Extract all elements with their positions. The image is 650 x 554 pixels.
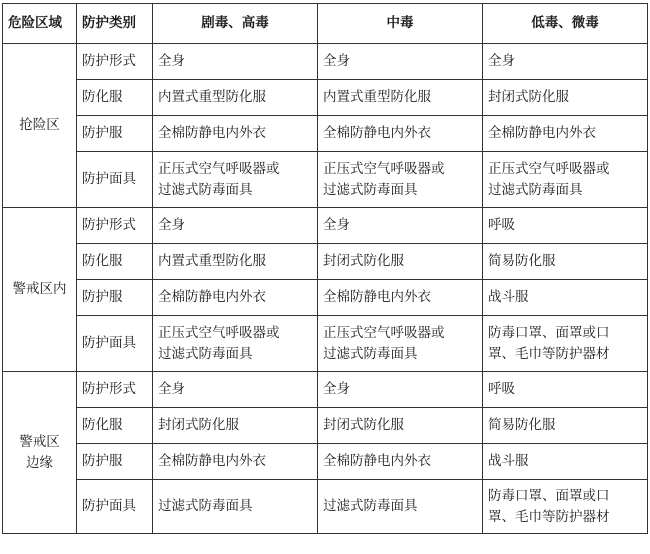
- category-cell: 防护形式: [77, 208, 153, 244]
- cell-text: 全身: [323, 381, 350, 397]
- medium-toxicity-cell: [318, 80, 483, 116]
- cell-text: 正压式空气呼吸器或: [158, 160, 280, 177]
- cell-text: 防毒口罩、面罩或口: [488, 487, 610, 504]
- medium-toxicity-cell: [318, 152, 483, 208]
- zone-cell: [3, 372, 77, 534]
- category-cell: 防化服: [77, 244, 153, 280]
- protection-table: [2, 3, 648, 534]
- zone-cell: [3, 208, 77, 372]
- cell-text: 全身: [158, 381, 185, 397]
- header-zone: 危险区域: [3, 4, 77, 44]
- low-toxicity-cell: [483, 208, 648, 244]
- high-toxicity-cell: [153, 44, 318, 80]
- cell-text: 封闭式防化服: [323, 417, 404, 433]
- cell-text: 正压式空气呼吸器或: [158, 324, 280, 341]
- cell-text: 呼吸: [488, 217, 515, 233]
- high-toxicity-cell: [153, 152, 318, 208]
- high-toxicity-cell: [153, 244, 318, 280]
- table-row: [3, 444, 648, 480]
- low-toxicity-cell: [483, 80, 648, 116]
- category-cell: 防护服: [77, 280, 153, 316]
- header-low-toxicity: 低毒、微毒: [483, 4, 648, 44]
- low-toxicity-cell: [483, 280, 648, 316]
- cell-text: 简易防化服: [488, 253, 556, 269]
- medium-toxicity-cell: [318, 408, 483, 444]
- high-toxicity-cell: [153, 480, 318, 534]
- cell-text: 封闭式防化服: [323, 253, 404, 269]
- cell-text: 内置式重型防化服: [158, 89, 266, 105]
- table-row: [3, 244, 648, 280]
- cell-text: 过滤式防毒面具: [323, 345, 418, 362]
- category-cell: 防护形式: [77, 44, 153, 80]
- cell-text: 过滤式防毒面具: [158, 345, 253, 362]
- cell-text: 过滤式防毒面具: [488, 181, 583, 198]
- medium-toxicity-cell: [318, 444, 483, 480]
- table-row: [3, 408, 648, 444]
- medium-toxicity-cell: [318, 372, 483, 408]
- high-toxicity-cell: [153, 208, 318, 244]
- low-toxicity-cell: [483, 408, 648, 444]
- high-toxicity-cell: [153, 316, 318, 372]
- cell-text: 全棉防静电内外衣: [323, 453, 431, 469]
- low-toxicity-cell: [483, 116, 648, 152]
- cell-text: 呼吸: [488, 381, 515, 397]
- low-toxicity-cell: [483, 152, 648, 208]
- cell-text: 封闭式防化服: [488, 89, 569, 105]
- header-high-toxicity: 剧毒、高毒: [153, 4, 318, 44]
- cell-text: 全棉防静电内外衣: [158, 289, 266, 305]
- cell-text: 过滤式防毒面具: [158, 181, 253, 198]
- zone-label: 抢险区: [19, 117, 60, 133]
- category-cell: 防护服: [77, 116, 153, 152]
- zone-label: 警戒区内: [12, 281, 67, 297]
- cell-text: 过滤式防毒面具: [158, 498, 253, 514]
- low-toxicity-cell: [483, 444, 648, 480]
- table-header: [3, 4, 648, 44]
- medium-toxicity-cell: [318, 480, 483, 534]
- cell-text: 罩、毛巾等防护器材: [488, 508, 610, 525]
- category-cell: 防化服: [77, 408, 153, 444]
- table-body: [3, 44, 648, 534]
- table-row: [3, 116, 648, 152]
- table-row: [3, 44, 648, 80]
- category-cell: 防护面具: [77, 152, 153, 208]
- medium-toxicity-cell: [318, 316, 483, 372]
- low-toxicity-cell: [483, 372, 648, 408]
- low-toxicity-cell: [483, 480, 648, 534]
- cell-text: 内置式重型防化服: [158, 253, 266, 269]
- table-row: [3, 280, 648, 316]
- category-cell: 防护面具: [77, 316, 153, 372]
- medium-toxicity-cell: [318, 44, 483, 80]
- cell-text: 过滤式防毒面具: [323, 181, 418, 198]
- header-medium-toxicity: 中毒: [318, 4, 483, 44]
- cell-text: 全棉防静电内外衣: [323, 125, 431, 141]
- cell-text: 全棉防静电内外衣: [488, 125, 596, 141]
- cell-text: 正压式空气呼吸器或: [323, 160, 445, 177]
- high-toxicity-cell: [153, 116, 318, 152]
- high-toxicity-cell: [153, 280, 318, 316]
- high-toxicity-cell: [153, 80, 318, 116]
- cell-text: 罩、毛巾等防护器材: [488, 345, 610, 362]
- header-row: [3, 4, 648, 44]
- cell-text: 正压式空气呼吸器或: [488, 160, 610, 177]
- cell-text: 全身: [323, 53, 350, 69]
- cell-text: 防毒口罩、面罩或口: [488, 324, 610, 341]
- cell-text: 正压式空气呼吸器或: [323, 324, 445, 341]
- cell-text: 过滤式防毒面具: [323, 498, 418, 514]
- category-cell: 防护形式: [77, 372, 153, 408]
- cell-text: 封闭式防化服: [158, 417, 239, 433]
- medium-toxicity-cell: [318, 208, 483, 244]
- high-toxicity-cell: [153, 444, 318, 480]
- cell-text: 简易防化服: [488, 417, 556, 433]
- zone-cell: [3, 44, 77, 208]
- medium-toxicity-cell: [318, 280, 483, 316]
- cell-text: 全棉防静电内外衣: [323, 289, 431, 305]
- header-category: 防护类别: [77, 4, 153, 44]
- cell-text: 战斗服: [488, 289, 529, 305]
- cell-text: 全棉防静电内外衣: [158, 125, 266, 141]
- category-cell: 防护面具: [77, 480, 153, 534]
- table-row: [3, 316, 648, 372]
- cell-text: 全身: [158, 217, 185, 233]
- table-row: [3, 152, 648, 208]
- category-cell: 防化服: [77, 80, 153, 116]
- high-toxicity-cell: [153, 372, 318, 408]
- cell-text: 全身: [488, 53, 515, 69]
- cell-text: 全棉防静电内外衣: [158, 453, 266, 469]
- category-cell: 防护服: [77, 444, 153, 480]
- low-toxicity-cell: [483, 316, 648, 372]
- zone-label: 边缘: [26, 454, 53, 471]
- medium-toxicity-cell: [318, 116, 483, 152]
- low-toxicity-cell: [483, 244, 648, 280]
- table-row: [3, 480, 648, 534]
- high-toxicity-cell: [153, 408, 318, 444]
- cell-text: 战斗服: [488, 453, 529, 469]
- cell-text: 全身: [158, 53, 185, 69]
- table-row: [3, 372, 648, 408]
- cell-text: 全身: [323, 217, 350, 233]
- low-toxicity-cell: [483, 44, 648, 80]
- medium-toxicity-cell: [318, 244, 483, 280]
- cell-text: 内置式重型防化服: [323, 89, 431, 105]
- table-row: [3, 80, 648, 116]
- table-row: [3, 208, 648, 244]
- zone-label: 警戒区: [19, 433, 60, 450]
